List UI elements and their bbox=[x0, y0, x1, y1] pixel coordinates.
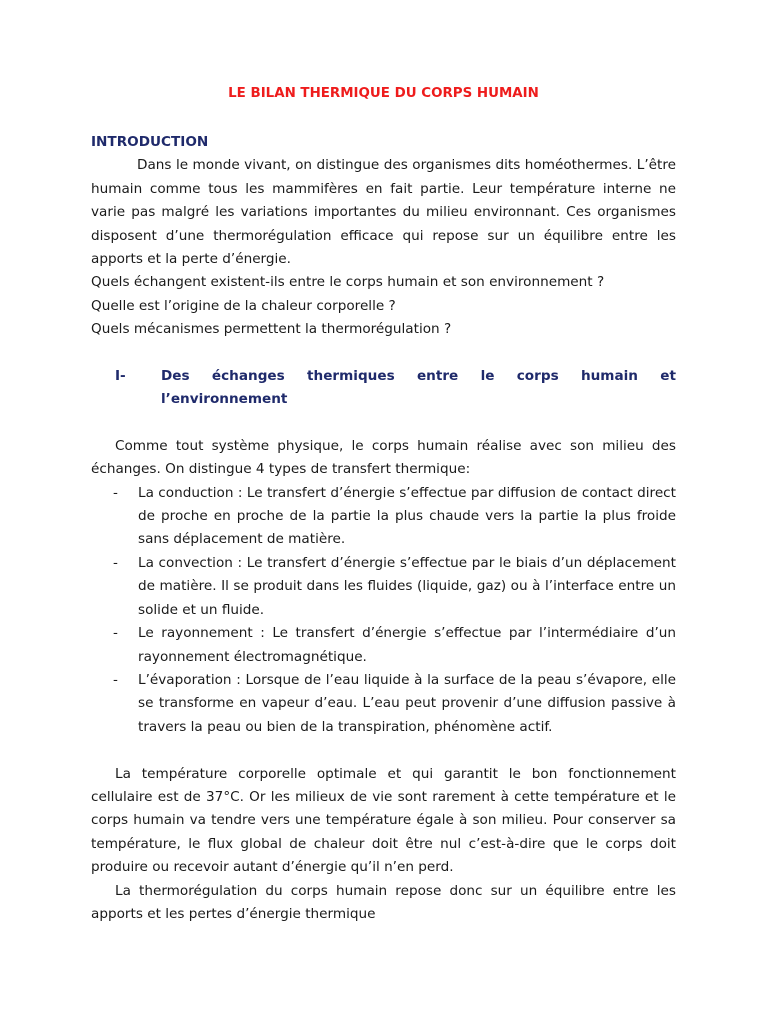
question-3: Quels mécanismes permettent la thermorégulation ? bbox=[91, 321, 452, 338]
introduction-paragraph: Dans le monde vivant, on distingue des organismes dits homéothermes. L’être humain comme tous les mammifères en fait partie. Leur température interne ne varie pas malgré les variations importantes du milieu environnant. Ces organismes disposent d’une thermorégulation efficace qui repose sur un équilibre entre les apports et la perte d’énergie. bbox=[91, 157, 676, 268]
conclusion-paragraph: La thermorégulation du corps humain repose donc sur un équilibre entre les apports et les pertes d’énergie thermique bbox=[91, 882, 676, 922]
section-1-intro: Comme tout système physique, le corps humain réalise avec son milieu des échanges. On distingue 4 types de transfert thermique: bbox=[91, 437, 676, 478]
bullet-dash: - bbox=[113, 554, 118, 571]
list-item-text: Le rayonnement : Le transfert d’énergie s’effectue par l’intermédiaire d’un rayonnement électromagnétique. bbox=[138, 625, 676, 665]
list-item-text: La convection : Le transfert d’énergie s’effectue par le biais d’un déplacement de matière. Il se produit dans les fluides (liquide, gaz) ou à l’interface entre un solide et un fluide. bbox=[138, 554, 676, 618]
section-1-title-line-1: Des échanges thermiques entre le corps humain et bbox=[161, 367, 676, 384]
bullet-dash: - bbox=[113, 671, 118, 688]
introduction-heading: INTRODUCTION bbox=[91, 134, 209, 150]
bullet-dash: - bbox=[113, 625, 118, 642]
question-2: Quelle est l’origine de la chaleur corporelle ? bbox=[91, 297, 396, 314]
section-1-heading bbox=[91, 365, 676, 412]
spacer bbox=[91, 739, 676, 762]
list-item-rayonnement bbox=[91, 622, 676, 669]
document-title: LE BILAN THERMIQUE DU CORPS HUMAIN bbox=[228, 86, 539, 101]
list-item-convection bbox=[91, 552, 676, 622]
introduction-questions bbox=[91, 271, 676, 341]
list-item-evaporation bbox=[91, 669, 676, 739]
list-item-text: L’évaporation : Lorsque de l’eau liquide à la surface de la peau s’évapore, elle se transforme en vapeur d’eau. L’eau peut provenir d’une diffusion passive à travers la peau ou bien de la transpiration, phénomène actif. bbox=[138, 671, 676, 735]
temperature-paragraph: La température corporelle optimale et qui garantit le bon fonctionnement cellulaire est de 37°C. Or les milieux de vie sont rarement à cette température et le corps humain va tendre vers une température égale à son milieu. Pour conserver sa température, le flux global de chaleur doit être nul c’est-à-dire que le corps doit produire ou recevoir autant d’énergie qu’il n’en perd. bbox=[91, 765, 676, 876]
document-page bbox=[91, 84, 676, 926]
list-item-text: La conduction : Le transfert d’énergie s’effectue par diffusion de contact direct de proche en proche de la partie la plus chaude vers la partie la plus froide sans déplacement de matière. bbox=[138, 484, 676, 548]
section-1-title-line-2: l’environnement bbox=[161, 391, 288, 408]
list-item-conduction bbox=[91, 482, 676, 552]
section-1-title bbox=[161, 365, 676, 412]
bullet-dash: - bbox=[113, 484, 118, 501]
spacer bbox=[91, 411, 676, 434]
section-1-number: I- bbox=[115, 367, 126, 384]
question-1: Quels échangent existent-ils entre le corps humain et son environnement ? bbox=[91, 274, 605, 291]
transfer-types-list bbox=[91, 482, 676, 739]
